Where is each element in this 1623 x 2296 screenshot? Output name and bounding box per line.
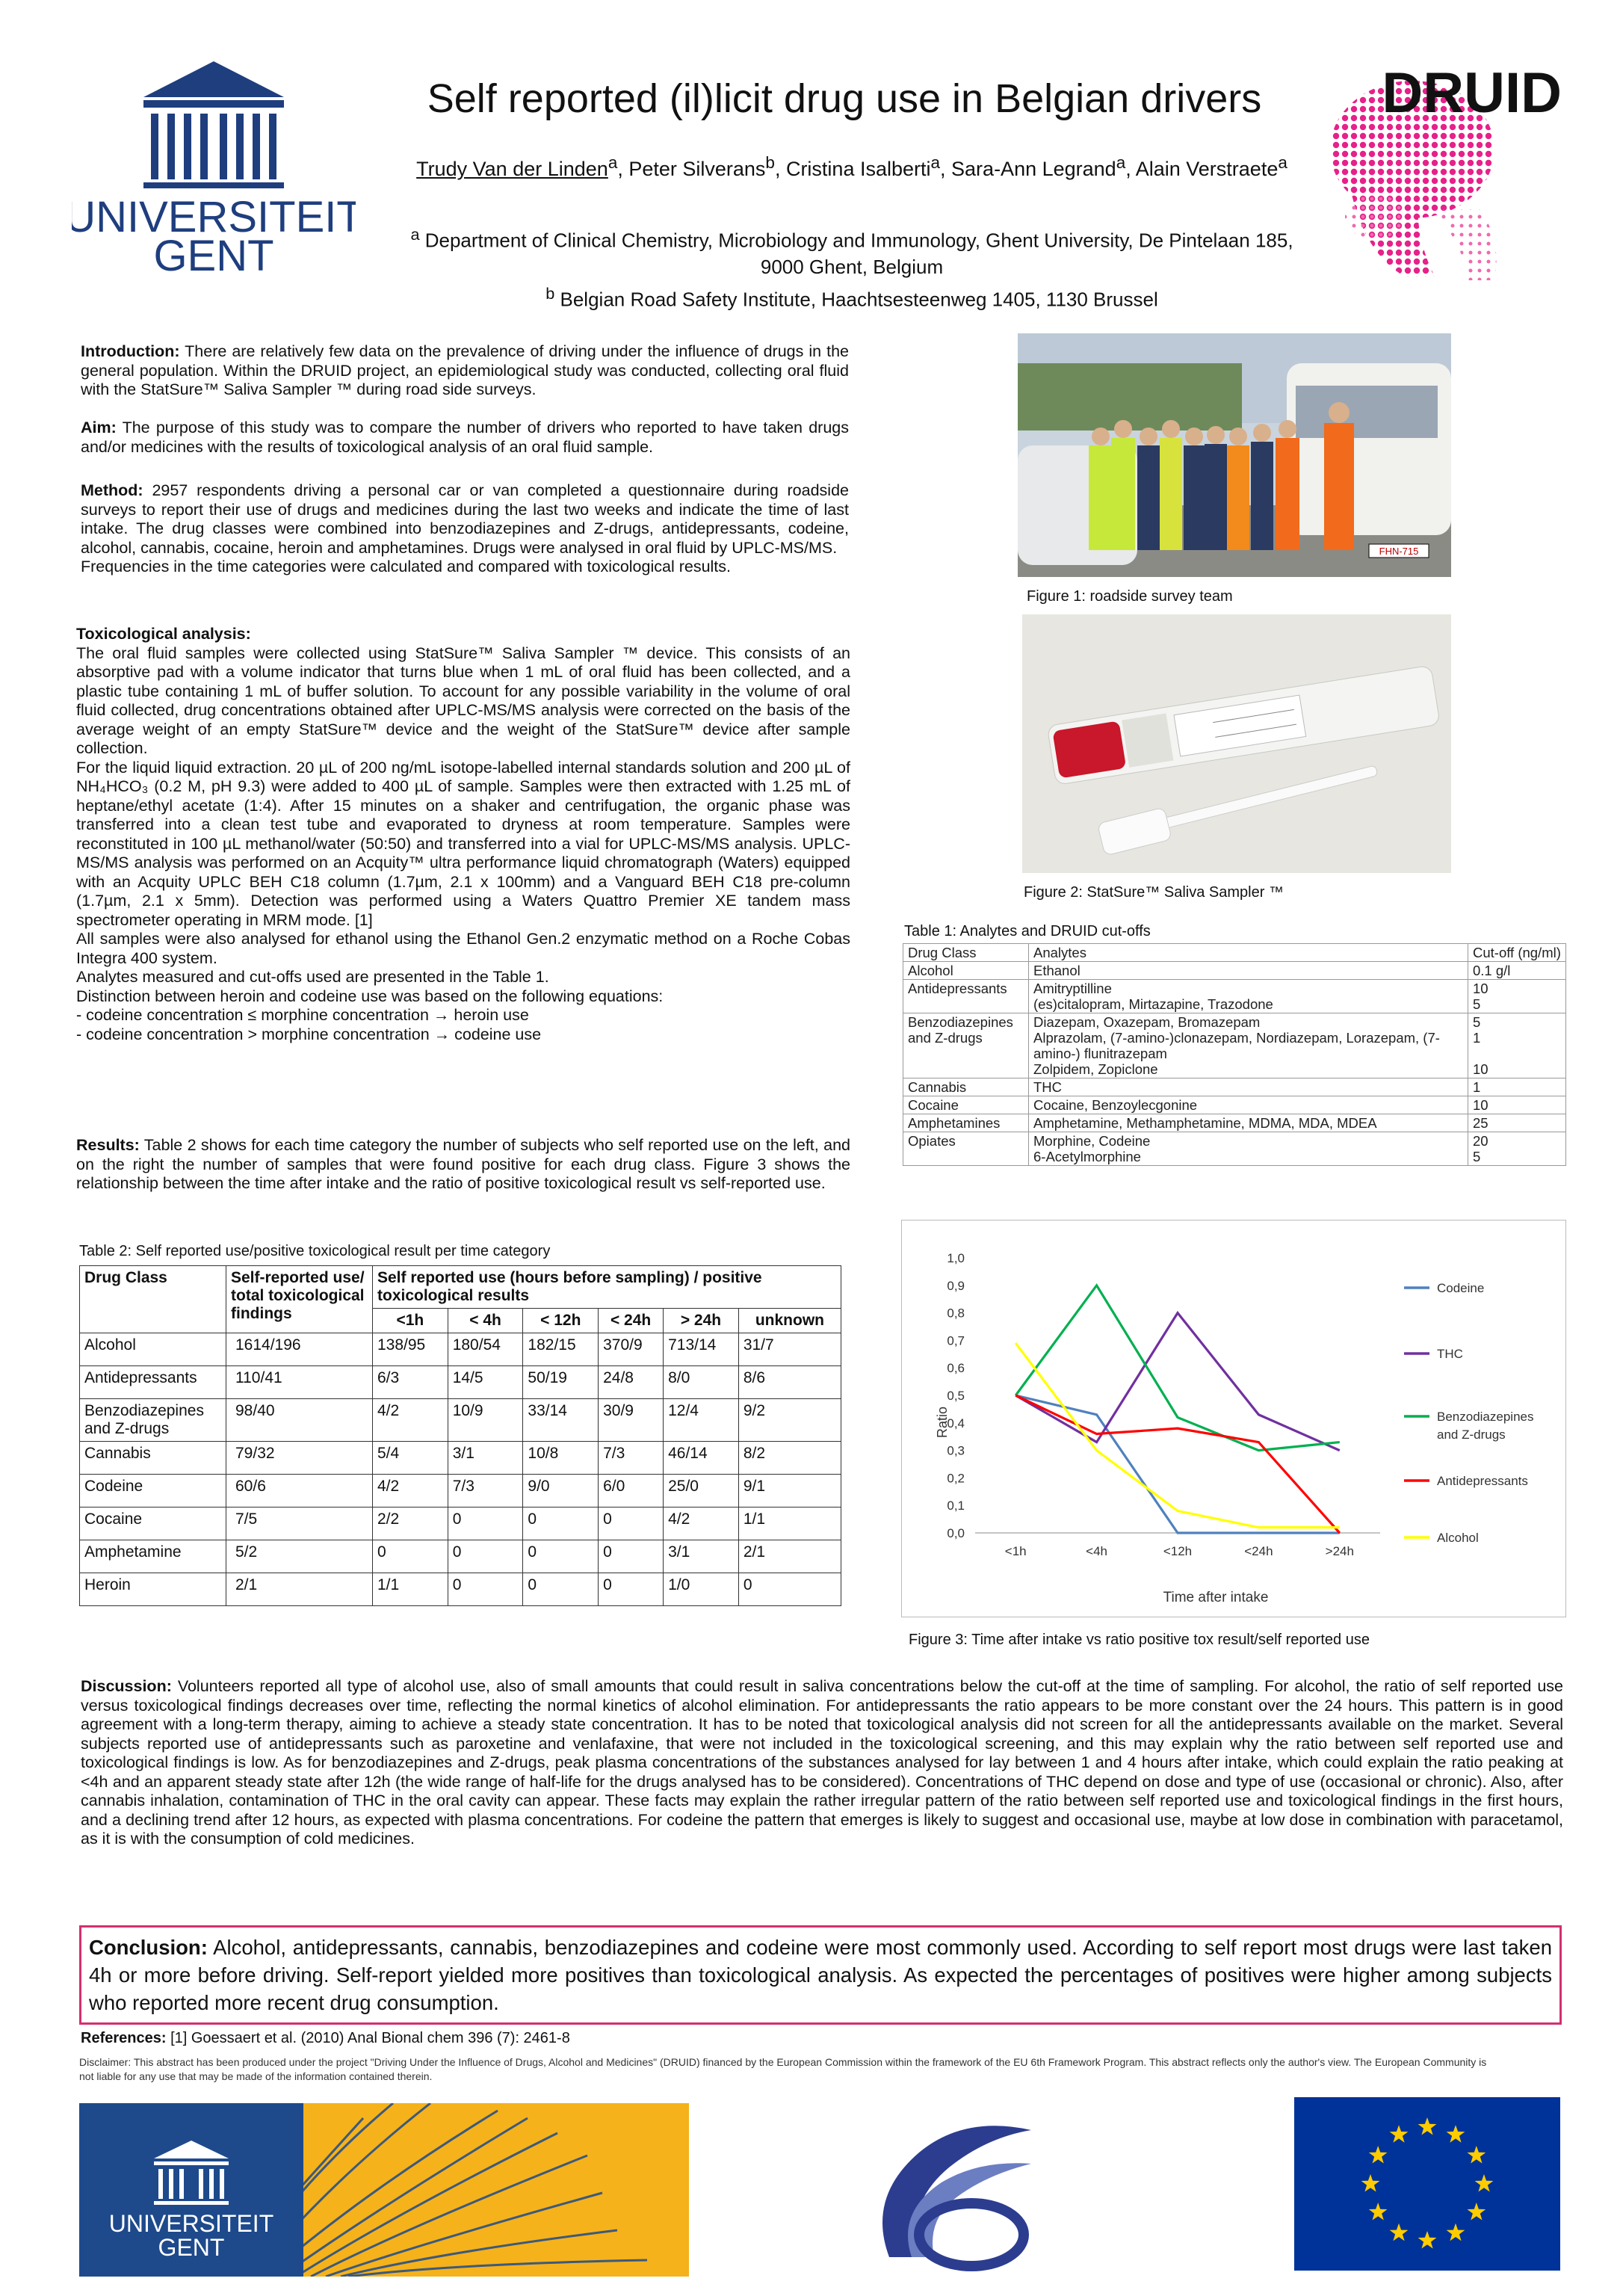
method-label: Method:: [81, 481, 143, 499]
tox-label: Toxicological analysis:: [76, 625, 251, 643]
saliva-sampler-icon: [1022, 614, 1451, 873]
table-cell: 25: [1468, 1114, 1566, 1132]
table-cell: 713/14: [664, 1333, 739, 1366]
table-cell: 0: [523, 1540, 599, 1573]
table-cell: 2/2: [373, 1507, 448, 1540]
chart-y-tick: 0,2: [947, 1471, 965, 1486]
table-row: [903, 1096, 1566, 1114]
figure1-photo: [1018, 333, 1451, 577]
ugent-banner-icon: [79, 2103, 689, 2277]
table-cell: 60/6: [226, 1475, 373, 1507]
table1-head-analytes: Analytes: [1029, 944, 1468, 962]
table-row: [903, 962, 1566, 980]
table-cell: 5/4: [373, 1442, 448, 1475]
table-cell: 7/3: [448, 1475, 523, 1507]
chart-legend-label: THC: [1437, 1347, 1463, 1361]
eu-star-icon: [1361, 2174, 1380, 2192]
license-plate: FHN-715: [1379, 546, 1419, 557]
table-row: [80, 1399, 841, 1442]
table-cell: 46/14: [664, 1442, 739, 1475]
author-sup: b: [765, 153, 775, 172]
table-row: [80, 1333, 841, 1366]
conclusion-label: Conclusion:: [89, 1936, 208, 1959]
chart-x-tick: <12h: [1163, 1544, 1193, 1558]
table-cell: 0: [448, 1540, 523, 1573]
discussion: [81, 1677, 1563, 1849]
introduction: [81, 342, 849, 400]
fp6-swirl-icon: [859, 2108, 1054, 2280]
affiliation-a: [389, 221, 1315, 280]
druid-logo: [1323, 60, 1569, 284]
chart-x-tick: <1h: [1004, 1544, 1027, 1558]
table-cell: 8/6: [738, 1366, 841, 1399]
toxicological-analysis: [76, 625, 850, 1044]
discussion-text: Volunteers reported all type of alcohol use, also of small amounts that could result in saliva concentrations below the cut-off at the time of sampling. For alcohol, the ratio of self reported use versus toxicological findings decreases over time, reflecting the normal kinetics of alcohol elimination. For antidepressants the ratio appears to be more constant over the 24 hours. This pattern is in good agreement with a long-term therapy, aiming to achieve a steady state concentration. It has to be noted that toxicological analysis did not screen for all the antidepressants available on the market. Several subjects reported use of antidepressants such as paroxetine and venlafaxine, that were not included in the toxicological screening, and this may explain why the ratio between self reported use and toxicological findings is low. As for benzodiazepines and Z-drugs, peak plasma concentrations of the substances analysed for lay between 1 and 4 hours after intake, which could explain the ratio peaking at <4h and an apparent steady state after 12h (the wide range of half-life for the drugs analysed has to be considered). Concentrations of THC depend on dose and type of use (occasional or chronic). Also, after cannabis inhalation, contamination of THC in the oral cavity can appear. These facts may explain the rather irregular pattern of the ratio between self reported use and toxicological findings in the first hours, and a declining trend after 12 hours, as expected with plasma concentrations. For codeine the pattern that emerges is likely to suggest and occasional use, maybe at low dose in combination with paracetamol, as it is with the consumption of cold medicines.: [81, 1677, 1563, 1848]
footer-ugent-text-2: GENT: [158, 2234, 225, 2261]
chart-y-tick: 0,8: [947, 1306, 965, 1321]
tox-p2: For the liquid liquid extraction. 20 µL of 200 ng/mL isotope-labelled internal standards solution and 200 µL of NH₄HCO₃ (0.2 M, pH 9.3) were added to 400 µL of sample. Samples were then extracted with 1.25 mL of heptane/ethyl acetate (1:4). After 15 minutes on a shaker and centrifugation, the organic phase was transferred into a clean test tube and evaporated to dryness at room temperature. Samples were reconstituted in 100 µL methanol/water (50:50) and transferred into a vial for UPLC-MS/MS analysis. UPLC-MS/MS analysis was performed on an Acquity™ ultra performance liquid chromatograph (Waters) equipped with an Acquity UPLC BEH C18 column (1.7µm, 2.1 x 100mm) and a Vanguard BEH C18 pre-column (1.7µm, 2.1 x 5mm). Detection was performed using a Waters Quattro Premier XE tandem mass spectrometer operating in MRM mode. [1]: [76, 758, 850, 929]
chart-y-tick: 0,0: [947, 1526, 965, 1540]
ugent-logo-text-2: GENT: [153, 232, 274, 275]
table2-header-row: [80, 1266, 841, 1309]
tox-p1: The oral fluid samples were collected using StatSure™ Saliva Sampler ™ device. This consists of an absorptive pad with a volume indicator that turns blue when 1 mL of oral fluid has been collected, and a plastic tube containing 1 mL of buffer solution. To account for any possible variability in the volume of oral fluid collected, drug concentrations obtained after UPLC-MS/MS analysis were corrected on the basis of the average weight of an empty StatSure™ device and the weight of the StatSure™ device after sample collection.: [76, 644, 850, 757]
chart-y-tick: 0,9: [947, 1278, 965, 1293]
table2-head-self: Self-reported use/ total toxicological findings: [226, 1266, 373, 1333]
table-cell: 8/0: [664, 1366, 739, 1399]
poster-title: Self reported (il)licit drug use in Belgian drivers: [427, 76, 1262, 121]
chart-y-tick: 0,3: [947, 1443, 965, 1458]
table-cell: Amitryptilline (es)citalopram, Mirtazapine, Trazodone: [1029, 980, 1468, 1013]
author-sup: a: [930, 153, 941, 172]
table-cell: 2/1: [226, 1573, 373, 1606]
eu-star-icon: [1390, 2224, 1409, 2241]
table-cell: Antidepressants: [903, 980, 1029, 1013]
table-cell: Opiates: [903, 1132, 1029, 1166]
table-cell: 4/2: [373, 1475, 448, 1507]
affiliations: [389, 221, 1315, 312]
chart-legend-label: Alcohol: [1437, 1531, 1479, 1545]
chart-x-tick: <4h: [1086, 1544, 1108, 1558]
table-cell: 0: [523, 1507, 599, 1540]
table-cell: 7/5: [226, 1507, 373, 1540]
table-cell: Antidepressants: [80, 1366, 226, 1399]
druid-logo-text: DRUID: [1382, 61, 1562, 125]
author-first: Trudy Van der Linden: [416, 158, 608, 180]
table-cell: 3/1: [664, 1540, 739, 1573]
method: [81, 481, 849, 577]
results-label: Results:: [76, 1136, 140, 1154]
table-row: [80, 1366, 841, 1399]
table-cell: 0: [448, 1507, 523, 1540]
author-text: , Sara-Ann Legrand: [940, 158, 1116, 180]
author-text: , Alain Verstraete: [1125, 158, 1279, 180]
table2-head-time: > 24h: [664, 1309, 739, 1333]
table-row: [903, 1078, 1566, 1096]
table1-head-cutoff: Cut-off (ng/ml): [1468, 944, 1566, 962]
tox-p3: All samples were also analysed for ethanol using the Ethanol Gen.2 enzymatic method on a Roche Cobas Integra 400 system.: [76, 930, 850, 967]
aff-text: Belgian Road Safety Institute, Haachtsesteenweg 1405, 1130 Brussel: [554, 288, 1158, 311]
table-cell: 9/2: [738, 1399, 841, 1442]
table-row: [903, 980, 1566, 1013]
table-cell: Diazepam, Oxazepam, Bromazepam Alprazolam, (7-amino-)clonazepam, Nordiazepam, Lorazepam, (7-amino-) flunitrazepam Zolpidem, Zopiclone: [1029, 1013, 1468, 1078]
chart-y-tick: 0,5: [947, 1389, 965, 1403]
table-cell: 0.1 g/l: [1468, 962, 1566, 980]
survey-team-photo-icon: [1018, 333, 1451, 577]
footer-ugent-banner: [79, 2103, 689, 2277]
table-row: [903, 1114, 1566, 1132]
table2-head-class: Drug Class: [80, 1266, 226, 1333]
eu-star-icon: [1468, 2146, 1486, 2164]
chart-y-tick: 0,7: [947, 1333, 965, 1348]
chart-x-tick: >24h: [1325, 1544, 1354, 1558]
table-cell: 10 5: [1468, 980, 1566, 1013]
ugent-building-icon: [72, 58, 356, 275]
eu-star-icon: [1369, 2203, 1388, 2221]
tox-p5: Distinction between heroin and codeine use was based on the following equations:: [76, 987, 664, 1005]
aim: [81, 419, 849, 457]
author-text: , Cristina Isalberti: [774, 158, 931, 180]
table-cell: Codeine: [80, 1475, 226, 1507]
conclusion-box: [79, 1925, 1562, 2025]
intro-text: There are relatively few data on the prevalence of driving under the influence of drugs in the general population. Within the DRUID project, an epidemiological study was conducted, collecting oral fluid with the StatSure™ Saliva Sampler ™ during road side surveys.: [81, 342, 849, 398]
table-cell: 25/0: [664, 1475, 739, 1507]
table-cell: 10: [1468, 1096, 1566, 1114]
table-cell: 2/1: [738, 1540, 841, 1573]
figure1-caption: Figure 1: roadside survey team: [1027, 588, 1233, 605]
table-cell: THC: [1029, 1078, 1468, 1096]
table-row: [80, 1475, 841, 1507]
table-cell: 1/0: [664, 1573, 739, 1606]
eu-star-icon: [1418, 2231, 1437, 2249]
fp6-logo: [859, 2108, 1054, 2280]
table-cell: 1: [1468, 1078, 1566, 1096]
aff-sup: a: [410, 225, 420, 244]
table-cell: 5/2: [226, 1540, 373, 1573]
table-cell: Morphine, Codeine 6-Acetylmorphine: [1029, 1132, 1468, 1166]
table1-caption: Table 1: Analytes and DRUID cut-offs: [904, 923, 1151, 939]
table-cell: Ethanol: [1029, 962, 1468, 980]
footer-ugent-text-1: UNIVERSITEIT: [108, 2210, 274, 2237]
references-label: References:: [81, 2030, 167, 2046]
table-cell: 10/9: [448, 1399, 523, 1442]
figure3-caption: Figure 3: Time after intake vs ratio positive tox result/self reported use: [909, 1632, 1370, 1648]
table-cell: 7/3: [599, 1442, 664, 1475]
author-sup: a: [1116, 153, 1126, 172]
method-text-2: Frequencies in the time categories were calculated and compared with toxicological results.: [81, 558, 731, 575]
table-cell: 14/5: [448, 1366, 523, 1399]
aff-text: Department of Clinical Chemistry, Microbiology and Immunology, Ghent University, De Pintelaan 185, 9000 Ghent, Belgium: [419, 229, 1293, 278]
tox-p7: - codeine concentration > morphine concentration → codeine use: [76, 1025, 542, 1043]
references: [81, 2030, 570, 2047]
eu-flag: [1294, 2097, 1560, 2271]
table-row: [903, 1013, 1566, 1078]
table-cell: 50/19: [523, 1366, 599, 1399]
eu-stars-icon: [1294, 2097, 1560, 2271]
table2-head-time: <1h: [373, 1309, 448, 1333]
disclaimer: Disclaimer: This abstract has been produced under the project "Driving Under the Influence of Drugs, Alcohol and Medicines" (DRUID) financed by the European Commission within the framework of the EU 6th Framework Program. This abstract reflects only the author's view. The European Community is not liable for any use that may be made of the information contained therein.: [79, 2056, 1487, 2082]
table-cell: 1/1: [373, 1573, 448, 1606]
table-row: [80, 1507, 841, 1540]
table-cell: Alcohol: [80, 1333, 226, 1366]
table-cell: 1614/196: [226, 1333, 373, 1366]
table-cell: Cocaine: [80, 1507, 226, 1540]
eu-star-icon: [1475, 2174, 1494, 2192]
table-row: [80, 1540, 841, 1573]
table-cell: 370/9: [599, 1333, 664, 1366]
table-cell: Benzodiazepines and Z-drugs: [80, 1399, 226, 1442]
table-cell: 0: [373, 1540, 448, 1573]
table-cell: 9/1: [738, 1475, 841, 1507]
author-text: , Peter Silverans: [617, 158, 766, 180]
table-cell: 3/1: [448, 1442, 523, 1475]
chart-x-tick: <24h: [1244, 1544, 1273, 1558]
table-cell: 5 1 10: [1468, 1013, 1566, 1078]
table1-header-row: [903, 944, 1566, 962]
table-cell: 180/54: [448, 1333, 523, 1366]
table2: [79, 1265, 841, 1606]
table-cell: 0: [448, 1573, 523, 1606]
eu-star-icon: [1390, 2125, 1409, 2143]
table-row: [80, 1573, 841, 1606]
table-cell: 110/41: [226, 1366, 373, 1399]
table-cell: 24/8: [599, 1366, 664, 1399]
eu-star-icon: [1447, 2125, 1465, 2143]
table2-head-time: < 24h: [599, 1309, 664, 1333]
eu-star-icon: [1369, 2146, 1388, 2164]
table-cell: 79/32: [226, 1442, 373, 1475]
table-cell: 98/40: [226, 1399, 373, 1442]
tox-p6: - codeine concentration ≤ morphine concentration → heroin use: [76, 1006, 529, 1024]
author-sup: a: [1278, 153, 1287, 172]
table-cell: Alcohol: [903, 962, 1029, 980]
table-cell: Amphetamine, Methamphetamine, MDMA, MDA, MDEA: [1029, 1114, 1468, 1132]
table2-head-time: < 4h: [448, 1309, 523, 1333]
chart-x-label: Time after intake: [1163, 1590, 1269, 1605]
aff-sup: b: [545, 283, 555, 303]
results: [76, 1136, 850, 1194]
table-cell: 0: [523, 1573, 599, 1606]
table-cell: 0: [599, 1507, 664, 1540]
ugent-logo: [72, 58, 356, 275]
druid-dots-icon: [1323, 60, 1569, 284]
table-cell: 6/3: [373, 1366, 448, 1399]
table-cell: 6/0: [599, 1475, 664, 1507]
aim-label: Aim:: [81, 419, 117, 436]
discussion-label: Discussion:: [81, 1677, 172, 1695]
chart-legend-label: and Z-drugs: [1437, 1428, 1506, 1442]
intro-label: Introduction:: [81, 342, 180, 360]
table1-head-class: Drug Class: [903, 944, 1029, 962]
aim-text: The purpose of this study was to compare the number of drivers who reported to have taken drugs and/or medicines with the results of toxicological analysis of an oral fluid sample.: [81, 419, 849, 456]
table-cell: Cannabis: [903, 1078, 1029, 1096]
chart-legend-label: Codeine: [1437, 1281, 1485, 1295]
results-text: Table 2 shows for each time category the number of subjects who self reported use on the left, and on the right the number of samples that were found positive for each drug class. Figure 3 shows the relationship between the time after intake and the ratio of positive toxicological result vs self-reported use.: [76, 1136, 850, 1192]
chart-y-label: Ratio: [935, 1406, 950, 1439]
table-cell: Cocaine, Benzoylecgonine: [1029, 1096, 1468, 1114]
chart-y-tick: 0,6: [947, 1361, 965, 1376]
chart-series-line: [1015, 1313, 1340, 1451]
table-row: [80, 1442, 841, 1475]
table-cell: 31/7: [738, 1333, 841, 1366]
table-cell: 1/1: [738, 1507, 841, 1540]
table-cell: 9/0: [523, 1475, 599, 1507]
table-cell: 0: [599, 1573, 664, 1606]
table-cell: 10/8: [523, 1442, 599, 1475]
table2-head-group: Self reported use (hours before sampling) / positive toxicological results: [373, 1266, 841, 1309]
method-text: 2957 respondents driving a personal car or van completed a questionnaire during roadside surveys to report their use of drugs and medicines during the last two weeks and indicate the time of last intake. The drug classes were combined into benzodiazepines and Z-drugs, antidepressants, codeine, alcohol, cannabis, cocaine, heroin and amphetamines. Drugs were analysed in oral fluid by UPLC-MS/MS.: [81, 481, 849, 557]
affiliation-b: [389, 280, 1315, 313]
figure2-caption: Figure 2: StatSure™ Saliva Sampler ™: [1024, 884, 1284, 901]
table2-head-time: unknown: [738, 1309, 841, 1333]
eu-star-icon: [1468, 2203, 1486, 2221]
table-cell: 0: [738, 1573, 841, 1606]
author-sup: a: [608, 153, 618, 172]
table-cell: 33/14: [523, 1399, 599, 1442]
table-cell: Cocaine: [903, 1096, 1029, 1114]
chart-y-tick: 0,4: [947, 1416, 965, 1431]
table-cell: 4/2: [373, 1399, 448, 1442]
eu-star-icon: [1447, 2224, 1465, 2241]
table-cell: 4/2: [664, 1507, 739, 1540]
table-cell: 8/2: [738, 1442, 841, 1475]
chart-legend-label: Antidepressants: [1437, 1474, 1528, 1488]
figure3-chart-frame: [901, 1220, 1566, 1617]
chart-y-tick: 1,0: [947, 1251, 965, 1265]
table1: [903, 943, 1566, 1166]
figure2-photo: [1022, 614, 1451, 873]
table2-caption: Table 2: Self reported use/positive toxicological result per time category: [79, 1243, 551, 1259]
table-row: [903, 1132, 1566, 1166]
table-cell: 182/15: [523, 1333, 599, 1366]
chart-y-tick: 0,1: [947, 1499, 965, 1513]
table-cell: Benzodiazepines and Z-drugs: [903, 1013, 1029, 1078]
author-list: [389, 149, 1315, 182]
eu-star-icon: [1418, 2117, 1437, 2135]
table2-head-time: < 12h: [523, 1309, 599, 1333]
table-cell: Cannabis: [80, 1442, 226, 1475]
table-cell: Amphetamine: [80, 1540, 226, 1573]
table-cell: 0: [599, 1540, 664, 1573]
chart-legend-label: Benzodiazepines: [1437, 1410, 1534, 1424]
table-cell: 20 5: [1468, 1132, 1566, 1166]
chart-series-line: [1015, 1343, 1340, 1528]
table-cell: 30/9: [599, 1399, 664, 1442]
ugent-logo-text-1: UNIVERSITEIT: [72, 193, 356, 241]
table-cell: 138/95: [373, 1333, 448, 1366]
conclusion-text: Alcohol, antidepressants, cannabis, benzodiazepines and codeine were most commonly used. According to self report most drugs were last taken 4h or more before driving. Self-report yielded more positives than toxicological analysis. As expected the percentages of positives were higher among subjects who reported more recent drug consumption.: [89, 1936, 1552, 2014]
table-cell: Amphetamines: [903, 1114, 1029, 1132]
references-text: [1] Goessaert et al. (2010) Anal Bional chem 396 (7): 2461-8: [166, 2030, 570, 2046]
figure3-chart: [902, 1220, 1565, 1617]
table-cell: 12/4: [664, 1399, 739, 1442]
tox-p4: Analytes measured and cut-offs used are presented in the Table 1.: [76, 968, 549, 986]
table-cell: Heroin: [80, 1573, 226, 1606]
